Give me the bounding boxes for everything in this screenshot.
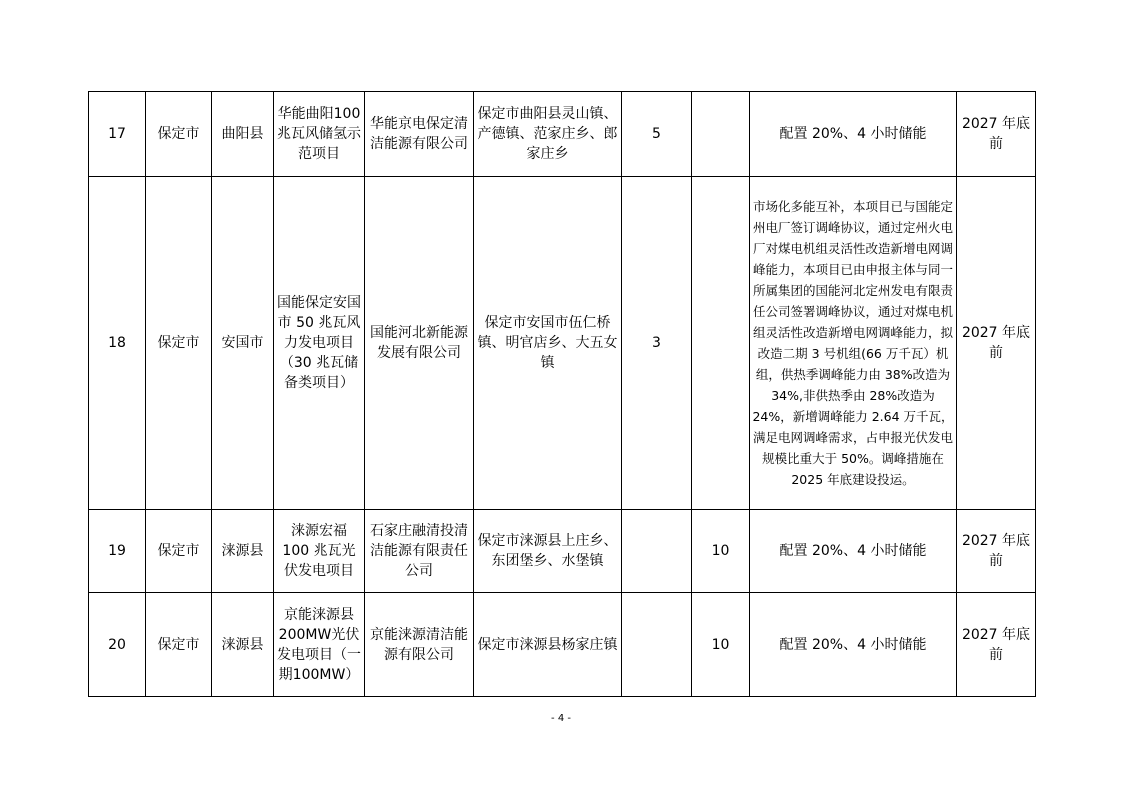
cell-project: 华能曲阳100兆瓦风储氢示范项目 <box>274 92 365 177</box>
cell-storage: 市场化多能互补，本项目已与国能定州电厂签订调峰协议，通过定州火电厂对煤电机组灵活性改造新增电网调峰能力，本项目已由申报主体与同一所属集团的国能河北定州发电有限责任公司签署调峰协议，通过对煤电机组灵活性改造新增电网调峰能力，拟改造二期 3 号机组(66 万千瓦）机组，供热季调峰能力由 38%改造为 34%,非供热季由 28%改造为 24%，新增调峰能力 2.64 万千瓦，满足电网调峰需求，占申报光伏发电规模比重大于 50%。调峰措施在 2025 年底建设投运。 <box>750 177 957 510</box>
cell-company: 华能京电保定清洁能源有限公司 <box>365 92 474 177</box>
cell-county: 涞源县 <box>212 593 274 697</box>
cell-city: 保定市 <box>146 593 212 697</box>
cell-solar <box>692 177 750 510</box>
cell-county: 涞源县 <box>212 510 274 593</box>
cell-no: 18 <box>89 177 146 510</box>
cell-storage: 配置 20%、4 小时储能 <box>750 510 957 593</box>
cell-wind: 5 <box>622 92 692 177</box>
cell-city: 保定市 <box>146 510 212 593</box>
cell-location: 保定市曲阳县灵山镇、产德镇、范家庄乡、郎家庄乡 <box>474 92 622 177</box>
project-table <box>88 91 1036 697</box>
cell-location: 保定市安国市伍仁桥镇、明官店乡、大五女镇 <box>474 177 622 510</box>
cell-location: 保定市涞源县杨家庄镇 <box>474 593 622 697</box>
cell-wind: 3 <box>622 177 692 510</box>
cell-city: 保定市 <box>146 92 212 177</box>
page-number: - 4 - <box>551 713 571 724</box>
cell-location: 保定市涞源县上庄乡、东团堡乡、水堡镇 <box>474 510 622 593</box>
cell-company: 京能涞源清洁能源有限公司 <box>365 593 474 697</box>
cell-project: 京能涞源县200MW光伏发电项目（一期100MW） <box>274 593 365 697</box>
cell-project: 涞源宏福 100 兆瓦光伏发电项目 <box>274 510 365 593</box>
table-row <box>89 593 1036 697</box>
cell-solar <box>692 92 750 177</box>
cell-deadline: 2027 年底前 <box>957 92 1036 177</box>
cell-company: 国能河北新能源发展有限公司 <box>365 177 474 510</box>
table-row <box>89 510 1036 593</box>
cell-deadline: 2027 年底前 <box>957 593 1036 697</box>
table-row <box>89 92 1036 177</box>
cell-city: 保定市 <box>146 177 212 510</box>
cell-storage: 配置 20%、4 小时储能 <box>750 593 957 697</box>
cell-deadline: 2027 年底前 <box>957 510 1036 593</box>
cell-no: 17 <box>89 92 146 177</box>
cell-deadline: 2027 年底前 <box>957 177 1036 510</box>
cell-wind <box>622 510 692 593</box>
table-row <box>89 177 1036 510</box>
cell-no: 20 <box>89 593 146 697</box>
cell-wind <box>622 593 692 697</box>
cell-project: 国能保定安国市 50 兆瓦风力发电项目（30 兆瓦储备类项目） <box>274 177 365 510</box>
cell-solar: 10 <box>692 593 750 697</box>
cell-county: 曲阳县 <box>212 92 274 177</box>
cell-county: 安国市 <box>212 177 274 510</box>
cell-company: 石家庄融清投清洁能源有限责任公司 <box>365 510 474 593</box>
cell-no: 19 <box>89 510 146 593</box>
cell-solar: 10 <box>692 510 750 593</box>
cell-storage: 配置 20%、4 小时储能 <box>750 92 957 177</box>
